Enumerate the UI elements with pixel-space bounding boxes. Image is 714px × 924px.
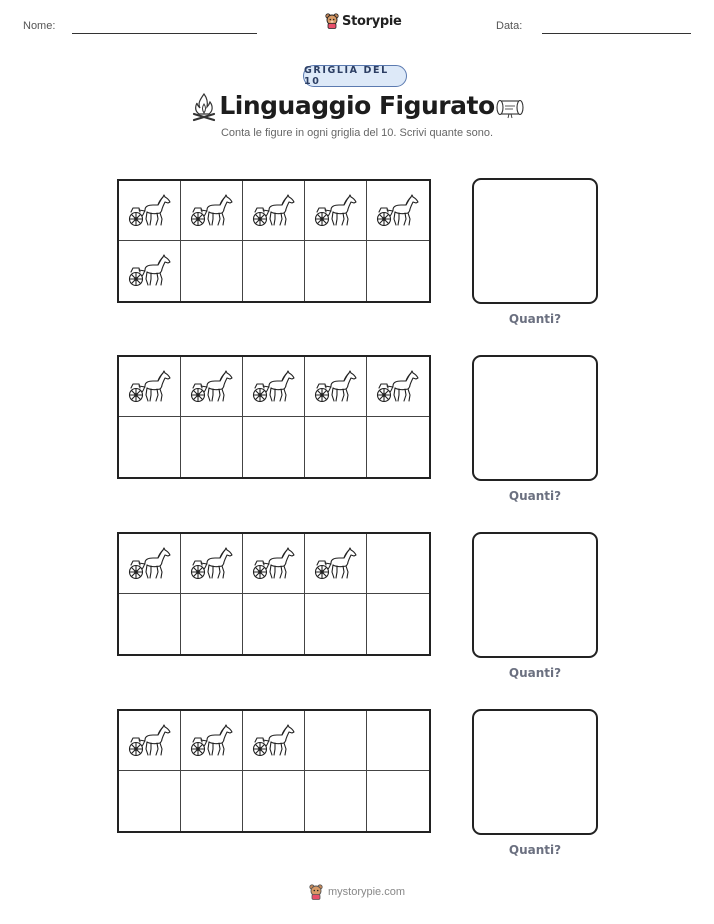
answer-label-3: Quanti? xyxy=(508,666,562,680)
grid-cell xyxy=(305,241,367,301)
grid-cell xyxy=(367,771,429,831)
grid-cell xyxy=(305,711,367,771)
grid-cell xyxy=(367,711,429,771)
grid-cell xyxy=(243,181,305,241)
grid-cell xyxy=(119,357,181,417)
horse-chariot-icon xyxy=(190,193,234,229)
grid-cell xyxy=(119,241,181,301)
grid-cell xyxy=(305,181,367,241)
horse-chariot-icon xyxy=(376,193,420,229)
grid-cell xyxy=(243,534,305,594)
instructions: Conta le figure in ogni griglia del 10. Scrivi quante sono. xyxy=(220,127,494,139)
bear-mascot-icon xyxy=(309,884,323,900)
grid-cell xyxy=(367,594,429,654)
brand-name: Storypie xyxy=(342,13,402,29)
grid-cell xyxy=(305,771,367,831)
grid-cell xyxy=(243,594,305,654)
answer-box-4[interactable] xyxy=(472,709,598,835)
horse-chariot-icon xyxy=(128,546,172,582)
grid-cell xyxy=(119,594,181,654)
ten-frame-3 xyxy=(117,532,431,656)
grid-cell xyxy=(181,711,243,771)
ten-frame-4 xyxy=(117,709,431,833)
horse-chariot-icon xyxy=(190,369,234,405)
answer-box-2[interactable] xyxy=(472,355,598,481)
grid-cell xyxy=(181,534,243,594)
footer-url: mystorypie.com xyxy=(327,886,406,898)
answer-label-2: Quanti? xyxy=(508,489,562,503)
grid-cell xyxy=(119,534,181,594)
horse-chariot-icon xyxy=(128,369,172,405)
horse-chariot-icon xyxy=(128,723,172,759)
name-line[interactable] xyxy=(72,33,257,34)
bear-mascot-icon xyxy=(325,13,339,29)
grid-cell xyxy=(305,417,367,477)
scroll-icon xyxy=(494,97,526,119)
grid-cell xyxy=(119,417,181,477)
grid-cell xyxy=(243,417,305,477)
page-title: Linguaggio Figurato xyxy=(219,91,495,120)
grid-cell xyxy=(243,771,305,831)
grid-cell xyxy=(119,181,181,241)
grid-cell xyxy=(367,241,429,301)
grid-cell xyxy=(119,771,181,831)
horse-chariot-icon xyxy=(190,546,234,582)
answer-box-3[interactable] xyxy=(472,532,598,658)
grid-cell xyxy=(367,417,429,477)
grid-cell xyxy=(181,771,243,831)
grid-cell xyxy=(367,534,429,594)
grid-cell xyxy=(243,711,305,771)
footer xyxy=(0,884,714,900)
name-label: Nome: xyxy=(23,20,56,32)
horse-chariot-icon xyxy=(314,546,358,582)
horse-chariot-icon xyxy=(128,253,172,289)
grid-cell xyxy=(181,241,243,301)
grid-cell xyxy=(367,181,429,241)
horse-chariot-icon xyxy=(190,723,234,759)
ten-frame-1 xyxy=(117,179,431,303)
grid-cell xyxy=(181,181,243,241)
horse-chariot-icon xyxy=(314,369,358,405)
grid-cell xyxy=(181,594,243,654)
answer-label-1: Quanti? xyxy=(508,312,562,326)
horse-chariot-icon xyxy=(314,193,358,229)
grid-cell xyxy=(243,241,305,301)
horse-chariot-icon xyxy=(376,369,420,405)
brand-logo xyxy=(325,13,402,29)
horse-chariot-icon xyxy=(128,193,172,229)
answer-box-1[interactable] xyxy=(472,178,598,304)
grid-cell xyxy=(305,534,367,594)
ten-frame-2 xyxy=(117,355,431,479)
date-line[interactable] xyxy=(542,33,691,34)
section-badge: GRIGLIA DEL 10 xyxy=(303,65,407,87)
horse-chariot-icon xyxy=(252,723,296,759)
grid-cell xyxy=(119,711,181,771)
grid-cell xyxy=(367,357,429,417)
horse-chariot-icon xyxy=(252,369,296,405)
grid-cell xyxy=(181,417,243,477)
horse-chariot-icon xyxy=(252,546,296,582)
grid-cell xyxy=(305,357,367,417)
grid-cell xyxy=(305,594,367,654)
horse-chariot-icon xyxy=(252,193,296,229)
grid-cell xyxy=(181,357,243,417)
grid-cell xyxy=(243,357,305,417)
date-label: Data: xyxy=(496,20,523,32)
answer-label-4: Quanti? xyxy=(508,843,562,857)
